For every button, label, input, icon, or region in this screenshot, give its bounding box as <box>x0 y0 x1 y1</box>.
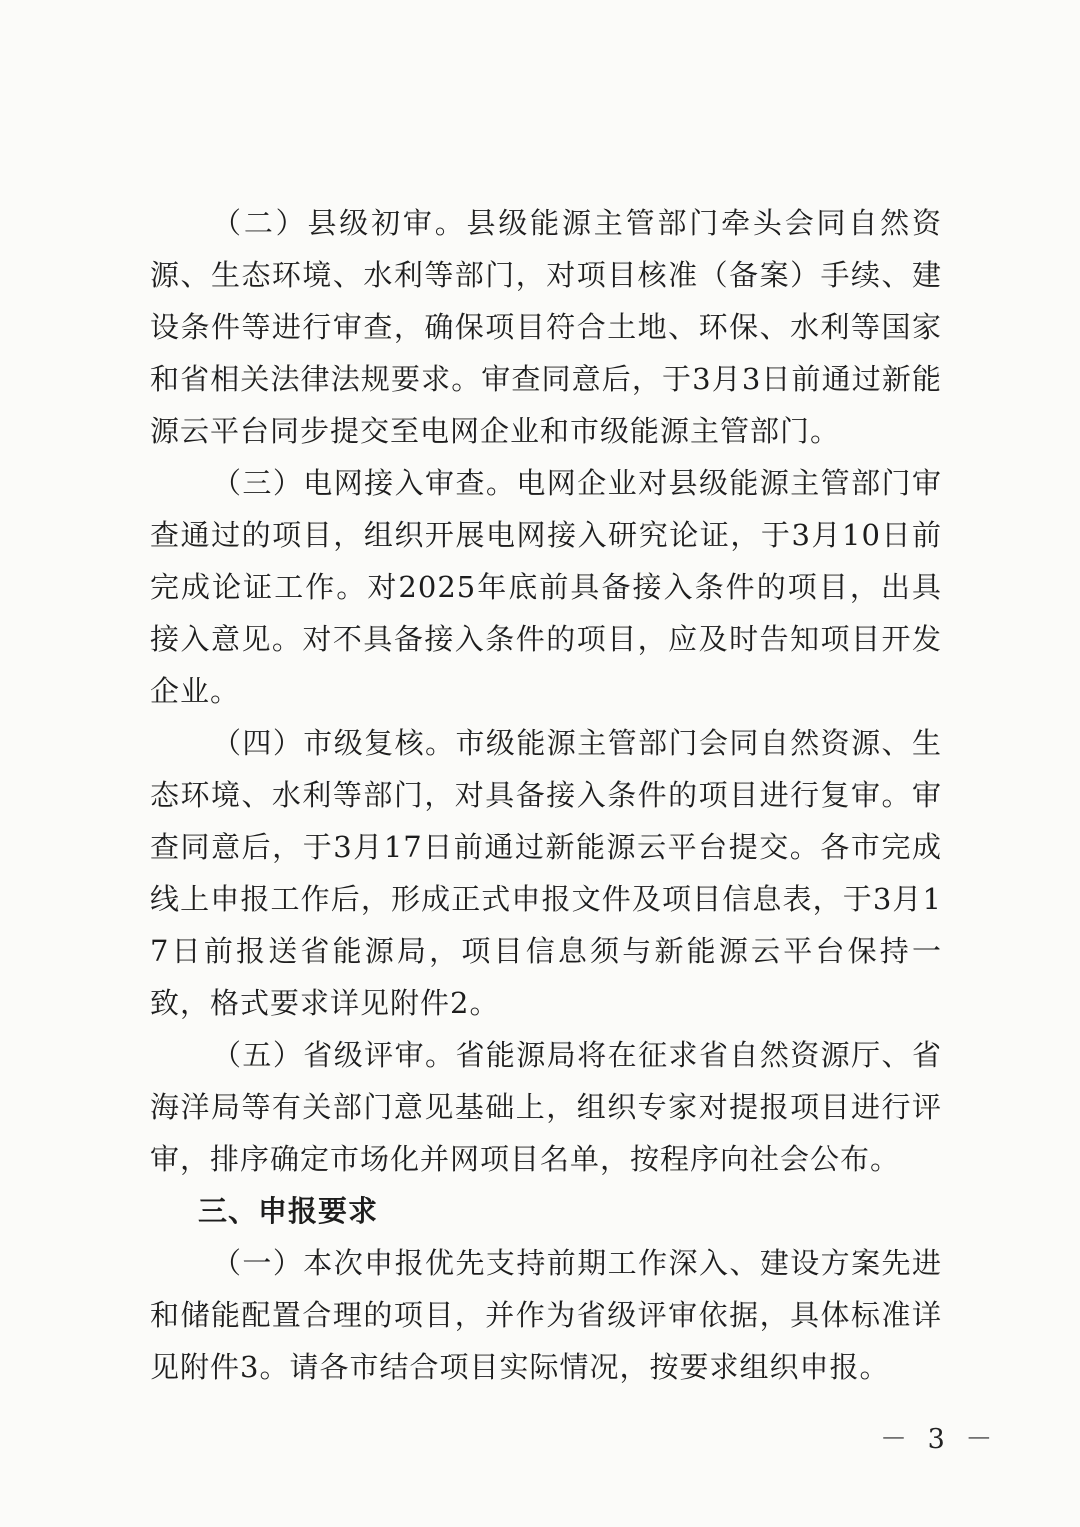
paragraph-provincial-review: （五）省级评审。省能源局将在征求省自然资源厅、省海洋局等有关部门意见基础上，组织专家对提报项目进行评审，排序确定市场化并网项目名单，按程序向社会公布。 <box>150 1038 942 1176</box>
document-body <box>150 197 942 1393</box>
paragraph-city-review: （四）市级复核。市级能源主管部门会同自然资源、生态环境、水利等部门，对具备接入条件的项目进行复审。审查同意后，于3月17日前通过新能源云平台提交。各市完成线上申报工作后，形成正式申报文件及项目信息表，于3月17日前报送省能源局，项目信息须与新能源云平台保持一致，格式要求详见附件2。 <box>150 726 942 1020</box>
paragraph-application-requirement: （一）本次申报优先支持前期工作深入、建设方案先进和储能配置合理的项目，并作为省级评审依据，具体标准详见附件3。请各市结合项目实际情况，按要求组织申报。 <box>150 1246 942 1384</box>
paragraph-grid-access-review: （三）电网接入审查。电网企业对县级能源主管部门审查通过的项目，组织开展电网接入研究论证，于3月10日前完成论证工作。对2025年底前具备接入条件的项目，出具接入意见。对不具备接入条件的项目，应及时告知项目开发企业。 <box>150 466 942 708</box>
section-heading: 三、申报要求 <box>198 1194 379 1228</box>
paragraph-county-review: （二）县级初审。县级能源主管部门牵头会同自然资源、生态环境、水利等部门，对项目核准（备案）手续、建设条件等进行审查，确保项目符合土地、环保、水利等国家和省相关法律法规要求。审查同意后，于3月3日前通过新能源云平台同步提交至电网企业和市级能源主管部门。 <box>150 206 942 448</box>
page-number: － 3 － <box>880 1424 999 1455</box>
